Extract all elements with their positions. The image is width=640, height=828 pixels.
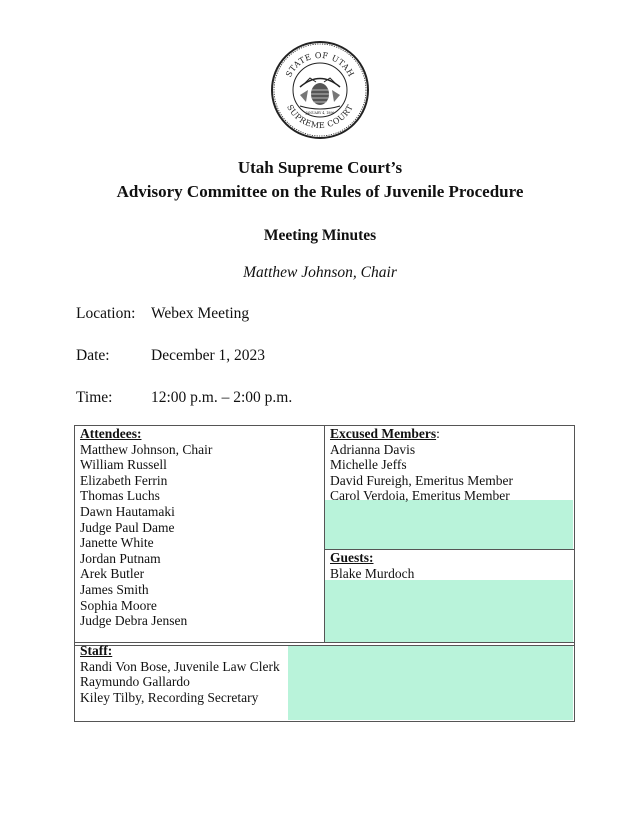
attendee-name: Thomas Luchs xyxy=(80,488,160,504)
svg-text:STATE OF UTAH xyxy=(284,51,356,79)
title-line-2: Advisory Committee on the Rules of Juvenile Procedure xyxy=(116,182,524,201)
title-line-1: Utah Supreme Court’s xyxy=(237,158,403,177)
attendee-name: William Russell xyxy=(80,457,167,473)
attendee-name: Janette White xyxy=(80,535,154,551)
seal-bottom-text: SUPREME COURT xyxy=(285,103,355,131)
excused-name: Carol Verdoia, Emeritus Member xyxy=(330,488,510,504)
excused-header: Excused Members xyxy=(330,426,437,441)
attendee-name: Dawn Hautamaki xyxy=(80,503,175,519)
attendee-name: Judge Debra Jensen xyxy=(80,613,188,629)
attendees-header: Attendees: xyxy=(80,426,142,441)
location-value: Webex Meeting xyxy=(151,305,250,322)
attendee-name: Arek Butler xyxy=(80,566,145,582)
column-divider xyxy=(324,425,325,643)
chair-name: Matthew Johnson, Chair xyxy=(243,264,397,281)
excused-name: Michelle Jeffs xyxy=(330,457,407,473)
staff-cell xyxy=(80,643,280,705)
attendee-name: Matthew Johnson, Chair xyxy=(80,441,213,457)
attendee-name: Sophia Moore xyxy=(80,597,157,613)
seal-date-text: JANUARY 4, 1896 xyxy=(305,111,335,115)
staff-name: Randi Von Bose, Juvenile Law Clerk xyxy=(80,658,280,674)
attendees-cell xyxy=(80,426,212,629)
document-subtitle: Meeting Minutes xyxy=(263,227,377,244)
time-label: Time: xyxy=(76,389,113,406)
date-value: December 1, 2023 xyxy=(151,347,266,364)
guest-name: Blake Murdoch xyxy=(330,565,415,581)
utah-supreme-court-seal xyxy=(270,40,370,140)
location-label: Location: xyxy=(76,305,136,322)
excused-cell xyxy=(330,426,513,504)
staff-name: Raymundo Gallardo xyxy=(80,674,190,690)
excused-name: David Fureigh, Emeritus Member xyxy=(330,472,513,488)
guests-cell xyxy=(330,550,414,581)
attendee-name: Elizabeth Ferrin xyxy=(80,472,168,488)
attendee-name: James Smith xyxy=(80,581,149,597)
attendee-name: Judge Paul Dame xyxy=(80,519,175,535)
attendee-name: Jordan Putnam xyxy=(80,550,161,566)
seal-top-text: STATE OF UTAH xyxy=(284,50,356,79)
beehive-emblem-icon xyxy=(300,78,340,109)
guests-header: Guests: xyxy=(330,550,374,565)
time-value: 12:00 p.m. – 2:00 p.m. xyxy=(151,389,293,406)
excused-header-colon: : xyxy=(436,426,440,441)
staff-name: Kiley Tilby, Recording Secretary xyxy=(80,689,259,705)
excused-name: Adrianna Davis xyxy=(330,441,416,457)
date-label: Date: xyxy=(76,347,110,364)
staff-header: Staff: xyxy=(80,643,113,658)
